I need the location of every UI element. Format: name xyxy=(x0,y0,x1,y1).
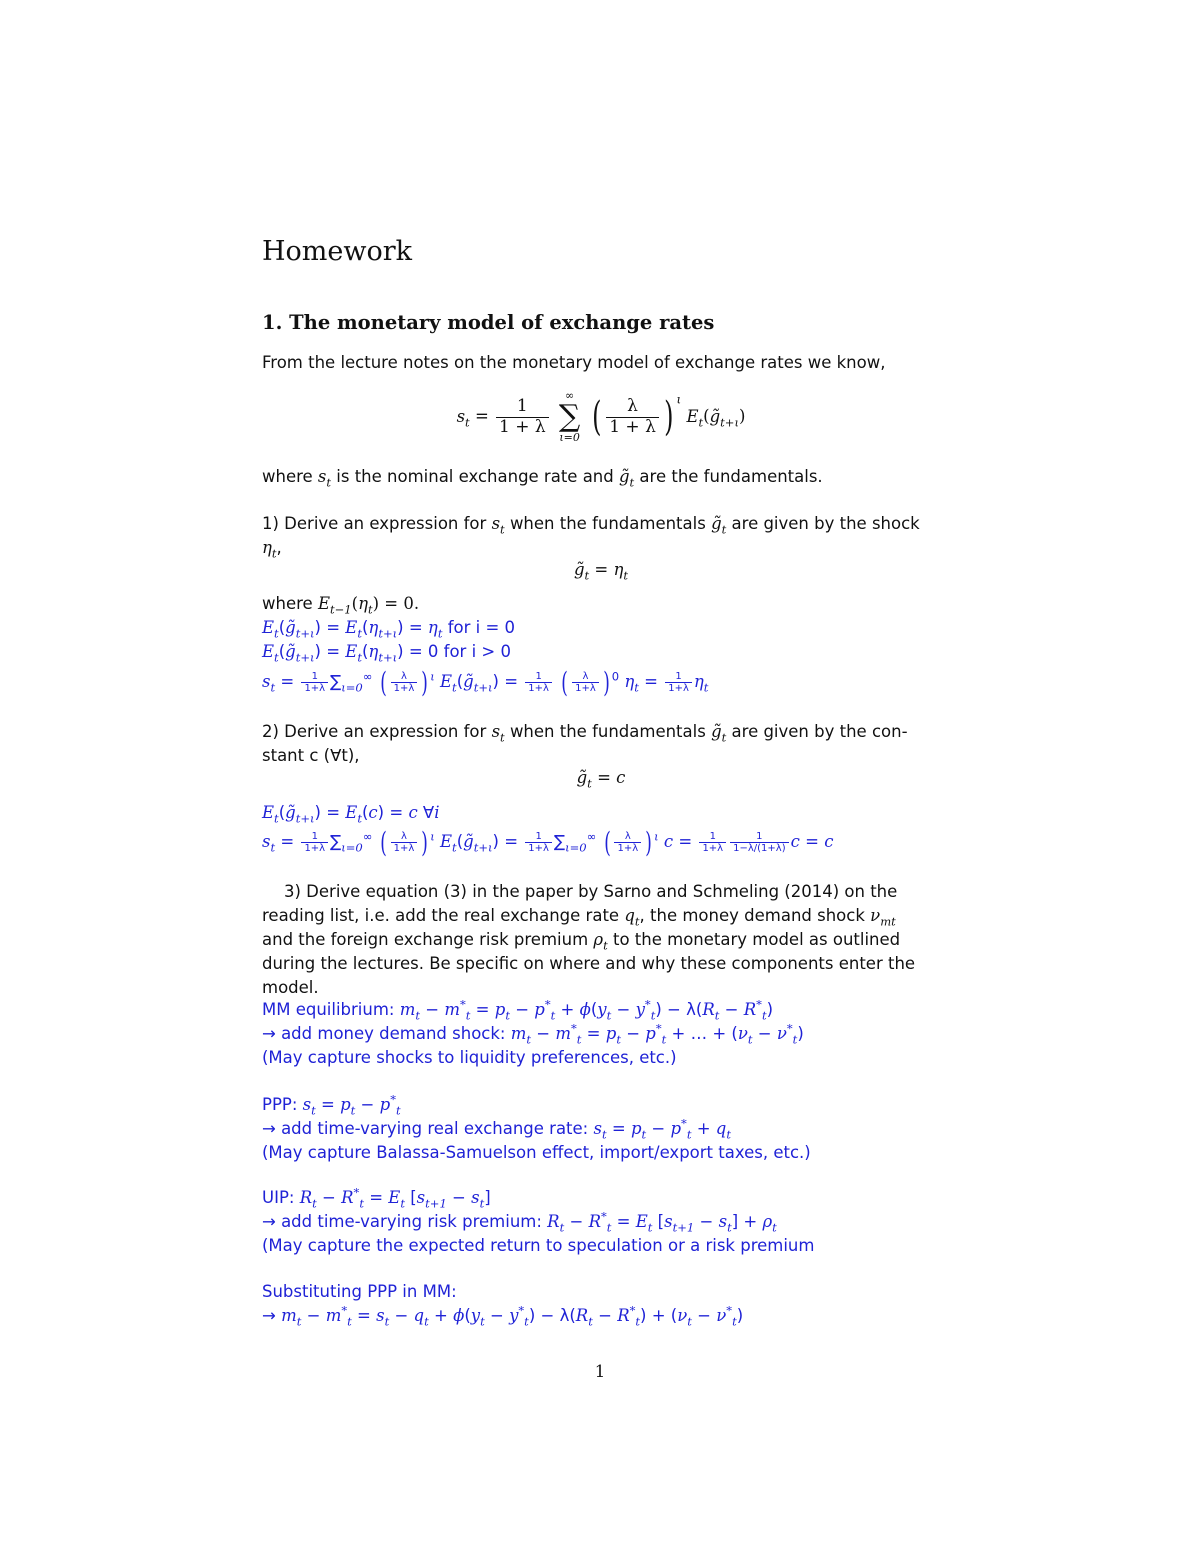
section-heading: 1. The monetary model of exchange rates xyxy=(262,311,715,334)
main-equation: $s_t$ = $\frac{1}{1 + \lambda}$ ∞ ∑ ι=0 ( $\frac{\lambda}{1 + \lambda}$ ) $^\iota$ $E_t(g̃_{t+\iota})$ xyxy=(456,389,746,444)
intro-paragraph: From the lecture notes on the monetary model of exchange rates we know, xyxy=(262,353,886,372)
q2-answer-line2: $s_t$ = $\frac{1}{1+\lambda}$ $\sum_{\iota=0}^\infty$ ( $\frac{\lambda}{1+\lambda}$ ) $^\iota$ $E_t(g̃_{t+\iota})$ = $\frac{1}{1+\lambda}$ $\sum_{\iota=0}^\infty$ ( $\frac{\lambda}{1+\lambda}$ ) $^\iota$ c = $\frac{1}{1+\lambda}$ $\frac{1}{1-\lambda/(1+\lambda)}$ c = c xyxy=(262,825,834,859)
question-3: 3) Derive equation (3) in the paper by Sarno and Schmeling (2014) on the reading list, i.e. add the real exchange rate $q_t$, the money demand shock $\nu_{mt}$ and the foreign exchange risk premium $\rho_t$ to the monetary model as outlined during the lectures. Be specific on where and why these components enter the model. xyxy=(262,882,916,997)
page-title: Homework xyxy=(262,236,413,267)
q1-equation: $g̃_t = \eta_t$ xyxy=(573,560,629,583)
q1-answer-line3: $s_t$ = $\frac{1}{1+\lambda}$ $\sum_{\iota=0}^\infty$ ( $\frac{\lambda}{1+\lambda}$ ) $^\iota$ $E_t(g̃_{t+\iota})$ = $\frac{1}{1+\lambda}$ ( $\frac{\lambda}{1+\lambda}$ ) $^0$ $\eta_t$ = $\frac{1}{1+\lambda}$ $\eta_t$ xyxy=(262,665,709,699)
mm-answer: MM equilibrium: $m_t - m^*_t = p_t - p^*_t + \phi(y_t - y^*_t) - \lambda(R_t - R^*_t)$ → add money demand shock: $m_t - m^*_t = p_t - p^*_t$ + … + $(\nu_t - \nu^*_t)$ (May capture shocks to liquidity preferences, etc.) xyxy=(262,997,804,1067)
q1-where: where $E_{t-1}(\eta_t) = 0$. xyxy=(262,594,420,617)
page-number: 1 xyxy=(594,1362,606,1381)
q2-answer-line1: $E_t(g̃_{t+\iota}) = E_t(c) = c$ ∀i xyxy=(262,803,440,826)
q1-answer-line1: $E_t(g̃_{t+\iota}) = E_t(\eta_{t+\iota}) = \eta_t$ for i = 0 xyxy=(262,618,516,641)
uip-answer: UIP: $R_t - R^*_t = E_t$ $[s_{t+1} - s_t]$ → add time-varying risk premium: $R_t - R^*_t = E_t$ $[s_{t+1} - s_t] + \rho_t$ (May capture the expected return to speculation or a risk premium xyxy=(262,1185,815,1255)
substitution-answer: Substituting PPP in MM: → $m_t - m^*_t = s_t - q_t + \phi(y_t - y^*_t) - \lambda(R_t - R^*_t) + (\nu_t - \nu^*_t)$ xyxy=(262,1282,744,1329)
where-line: where $s_t$ is the nominal exchange rate and $g̃_t$ are the fundamentals. xyxy=(262,467,823,490)
ppp-answer: PPP: $s_t = p_t - p^*_t$ → add time-varying real exchange rate: $s_t = p_t - p^*_t + q_t$ (May capture Balassa-Samuelson effect, import/export taxes, etc.) xyxy=(262,1092,811,1162)
question-2: 2) Derive an expression for $s_t$ when the fundamentals $g̃_t$ are given by the con- stant c (∀t), xyxy=(262,722,908,765)
question-1: 1) Derive an expression for $s_t$ when the fundamentals $g̃_t$ are given by the shock $\eta_t$, xyxy=(262,514,920,561)
q1-answer-line2: $E_t(g̃_{t+\iota}) = E_t(\eta_{t+\iota}) = 0$ for i > 0 xyxy=(262,642,511,665)
q2-equation: $g̃_t = c$ xyxy=(576,768,626,791)
